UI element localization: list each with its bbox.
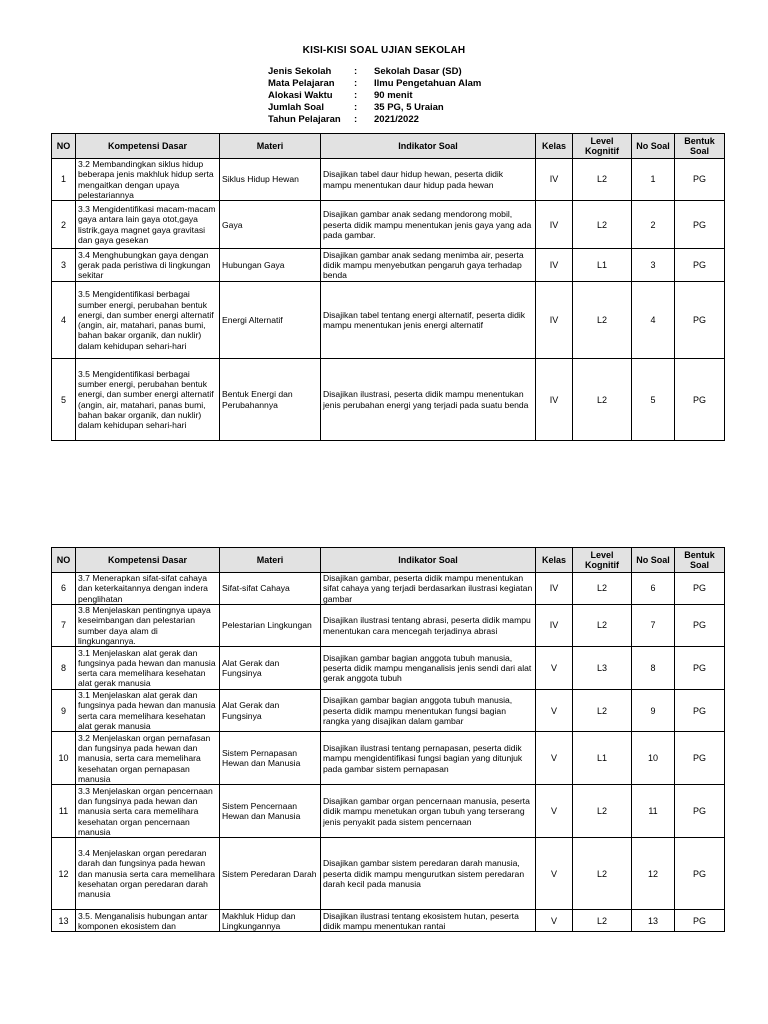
cell-materi: Siklus Hidup Hewan [220, 159, 321, 201]
cell-kompetensi: 3.1 Menjelaskan alat gerak dan fungsinya pada hewan dan manusia serta cara memelihara kesehatan alat gerak manusia [76, 690, 220, 732]
meta-sep: : [354, 114, 358, 125]
cell-no: 5 [52, 359, 76, 441]
kisi-table-1 [51, 133, 725, 441]
meta-row [268, 102, 481, 114]
cell-bentuk: PG [675, 690, 725, 732]
column-header-no-soal: No Soal [632, 134, 675, 159]
cell-level: L2 [573, 910, 632, 932]
meta-value: 90 menit [374, 90, 413, 101]
cell-no: 10 [52, 732, 76, 785]
cell-kelas: IV [536, 282, 573, 359]
cell-level: L2 [573, 785, 632, 838]
cell-level: L2 [573, 573, 632, 605]
cell-level: L2 [573, 282, 632, 359]
document-meta [268, 66, 481, 126]
cell-level: L2 [573, 690, 632, 732]
cell-indikator: Disajikan gambar anak sedang menimba air, peserta didik mampu menyebutkan pengaruh gaya terhadap benda [321, 249, 536, 282]
cell-no-soal: 9 [632, 690, 675, 732]
meta-key: Jumlah Soal [268, 102, 324, 113]
column-header-no: NO [52, 548, 76, 573]
cell-kelas: IV [536, 159, 573, 201]
cell-level: L2 [573, 605, 632, 647]
cell-indikator: Disajikan ilustrasi, peserta didik mampu menentukan jenis perubahan energi yang terjadi pada suatu benda [321, 359, 536, 441]
cell-materi: Pelestarian Lingkungan [220, 605, 321, 647]
cell-indikator: Disajikan ilustrasi tentang abrasi, peserta didik mampu menentukan cara mencegah terjadinya abrasi [321, 605, 536, 647]
meta-value: 35 PG, 5 Uraian [374, 102, 444, 113]
cell-materi: Sistem Pernapasan Hewan dan Manusia [220, 732, 321, 785]
table-row [52, 249, 725, 282]
cell-no: 4 [52, 282, 76, 359]
cell-kelas: V [536, 785, 573, 838]
cell-kelas: V [536, 690, 573, 732]
meta-row [268, 90, 481, 102]
cell-no-soal: 1 [632, 159, 675, 201]
table-row [52, 573, 725, 605]
cell-no-soal: 5 [632, 359, 675, 441]
cell-materi: Sifat-sifat Cahaya [220, 573, 321, 605]
cell-bentuk: PG [675, 282, 725, 359]
cell-kelas: IV [536, 359, 573, 441]
cell-kompetensi: 3.1 Menjelaskan alat gerak dan fungsinya pada hewan dan manusia serta cara memelihara kesehatan alat gerak manusia [76, 647, 220, 690]
cell-no-soal: 10 [632, 732, 675, 785]
cell-level: L2 [573, 359, 632, 441]
cell-kelas: V [536, 838, 573, 910]
cell-kelas: IV [536, 573, 573, 605]
cell-level: L1 [573, 732, 632, 785]
table-row [52, 159, 725, 201]
cell-indikator: Disajikan gambar anak sedang mendorong mobil, peserta didik mampu menentukan jenis gaya yang ada pada gambar. [321, 201, 536, 249]
cell-materi: Alat Gerak dan Fungsinya [220, 647, 321, 690]
cell-no-soal: 8 [632, 647, 675, 690]
cell-bentuk: PG [675, 785, 725, 838]
cell-kompetensi: 3.4 Menjelaskan organ peredaran darah dan fungsinya pada hewan dan manusia serta cara memelihara kesehatan organ peredaran darah manusia [76, 838, 220, 910]
table-row [52, 282, 725, 359]
column-header-kompetensi: Kompetensi Dasar [76, 134, 220, 159]
cell-kompetensi: 3.2 Menjelaskan organ pernafasan dan fungsinya pada hewan dan manusia, serta cara memelihara kesehatan organ pernapasan manusia [76, 732, 220, 785]
cell-indikator: Disajikan tabel tentang energi alternatif, peserta didik mampu menentukan jenis energi alternatif [321, 282, 536, 359]
cell-no: 2 [52, 201, 76, 249]
cell-kompetensi: 3.2 Membandingkan siklus hidup beberapa jenis makhluk hidup serta mengaitkan dengan upaya pelestariannya [76, 159, 220, 201]
cell-bentuk: PG [675, 732, 725, 785]
cell-no: 8 [52, 647, 76, 690]
cell-indikator: Disajikan ilustrasi tentang pernapasan, peserta didik mampu mengidentifikasi fungsi bagian yang ditunjuk pada gambar sistem pernapasan [321, 732, 536, 785]
cell-kelas: V [536, 910, 573, 932]
kisi-table-2 [51, 547, 725, 932]
cell-no: 7 [52, 605, 76, 647]
column-header-bentuk: Bentuk Soal [675, 548, 725, 573]
cell-indikator: Disajikan gambar bagian anggota tubuh manusia, peserta didik mampu menentukan fungsi bagian rangka yang disajikan dalam gambar [321, 690, 536, 732]
cell-materi: Sistem Peredaran Darah [220, 838, 321, 910]
cell-kompetensi: 3.4 Menghubungkan gaya dengan gerak pada peristiwa di lingkungan sekitar [76, 249, 220, 282]
cell-no-soal: 7 [632, 605, 675, 647]
cell-kompetensi: 3.3 Mengidentifikasi macam-macam gaya antara lain gaya otot,gaya listrik,gaya magnet gaya gravitasi dan gaya gesekan [76, 201, 220, 249]
meta-value: Sekolah Dasar (SD) [374, 66, 462, 77]
column-header-indikator: Indikator Soal [321, 548, 536, 573]
cell-no: 13 [52, 910, 76, 932]
cell-bentuk: PG [675, 647, 725, 690]
table-row [52, 605, 725, 647]
cell-indikator: Disajikan gambar organ pencernaan manusia, peserta didik mampu menetukan organ tubuh yang terserang jenis penyakit pada sistem pencernaan [321, 785, 536, 838]
cell-level: L2 [573, 201, 632, 249]
cell-kelas: IV [536, 201, 573, 249]
cell-level: L2 [573, 838, 632, 910]
meta-key: Jenis Sekolah [268, 66, 332, 77]
cell-kompetensi: 3.7 Menerapkan sifat-sifat cahaya dan keterkaitannya dengan indera penglihatan [76, 573, 220, 605]
meta-sep: : [354, 90, 358, 101]
cell-kelas: V [536, 647, 573, 690]
meta-sep: : [354, 102, 358, 113]
cell-materi: Hubungan Gaya [220, 249, 321, 282]
meta-value: 2021/2022 [374, 114, 419, 125]
cell-materi: Makhluk Hidup dan Lingkungannya [220, 910, 321, 932]
table-row [52, 910, 725, 932]
cell-level: L1 [573, 249, 632, 282]
cell-kompetensi: 3.8 Menjelaskan pentingnya upaya keseimbangan dan pelestarian sumber daya alam di lingkungannya. [76, 605, 220, 647]
column-header-kelas: Kelas [536, 548, 573, 573]
cell-materi: Gaya [220, 201, 321, 249]
cell-bentuk: PG [675, 910, 725, 932]
cell-bentuk: PG [675, 359, 725, 441]
cell-level: L3 [573, 647, 632, 690]
cell-no-soal: 2 [632, 201, 675, 249]
meta-sep: : [354, 78, 358, 89]
table-row [52, 785, 725, 838]
cell-kompetensi: 3.5. Menganalisis hubungan antar komponen ekosistem dan [76, 910, 220, 932]
cell-materi: Energi Alternatif [220, 282, 321, 359]
cell-kompetensi: 3.5 Mengidentifikasi berbagai sumber energi, perubahan bentuk energi, dan sumber energi alternatif (angin, air, matahari, panas bumi, bahan bakar organik, dan nuklir) dalam kehidupan sehari-hari [76, 282, 220, 359]
cell-indikator: Disajikan gambar, peserta didik mampu menentukan sifat cahaya yang terjadi berdasarkan ilustrasi kegiatan gambar [321, 573, 536, 605]
document-title: KISI-KISI SOAL UJIAN SEKOLAH [302, 45, 466, 56]
cell-no: 11 [52, 785, 76, 838]
table-row [52, 201, 725, 249]
cell-no-soal: 3 [632, 249, 675, 282]
meta-key: Tahun Pelajaran [268, 114, 341, 125]
cell-bentuk: PG [675, 838, 725, 910]
cell-bentuk: PG [675, 573, 725, 605]
cell-no: 12 [52, 838, 76, 910]
table-row [52, 359, 725, 441]
cell-bentuk: PG [675, 605, 725, 647]
cell-no-soal: 13 [632, 910, 675, 932]
table-row [52, 732, 725, 785]
column-header-bentuk: Bentuk Soal [675, 134, 725, 159]
cell-no-soal: 4 [632, 282, 675, 359]
column-header-kompetensi: Kompetensi Dasar [76, 548, 220, 573]
column-header-kelas: Kelas [536, 134, 573, 159]
cell-no-soal: 6 [632, 573, 675, 605]
table-row [52, 647, 725, 690]
meta-row [268, 78, 481, 90]
meta-value: Ilmu Pengetahuan Alam [374, 78, 482, 89]
meta-row [268, 66, 481, 78]
cell-no: 1 [52, 159, 76, 201]
cell-kompetensi: 3.5 Mengidentifikasi berbagai sumber energi, perubahan bentuk energi, dan sumber energi alternatif (angin, air, matahari, panas bumi, bahan bakar organik, dan nuklir) dalam kehidupan sehari-hari [76, 359, 220, 441]
cell-materi: Alat Gerak dan Fungsinya [220, 690, 321, 732]
cell-indikator: Disajikan gambar sistem peredaran darah manusia, peserta didik mampu mengurutkan sistem peredaran darah kecil pada manusia [321, 838, 536, 910]
cell-no-soal: 12 [632, 838, 675, 910]
cell-materi: Sistem Pencernaan Hewan dan Manusia [220, 785, 321, 838]
cell-no: 6 [52, 573, 76, 605]
column-header-level: Level Kognitif [573, 134, 632, 159]
column-header-materi: Materi [220, 134, 321, 159]
cell-bentuk: PG [675, 249, 725, 282]
cell-kelas: IV [536, 249, 573, 282]
cell-bentuk: PG [675, 201, 725, 249]
table-row [52, 838, 725, 910]
meta-key: Alokasi Waktu [268, 90, 333, 101]
cell-kelas: IV [536, 605, 573, 647]
cell-indikator: Disajikan ilustrasi tentang ekosistem hutan, peserta didik mampu menentukan rantai [321, 910, 536, 932]
cell-no: 3 [52, 249, 76, 282]
column-header-materi: Materi [220, 548, 321, 573]
meta-key: Mata Pelajaran [268, 78, 335, 89]
column-header-indikator: Indikator Soal [321, 134, 536, 159]
table-header-row [52, 134, 725, 159]
meta-sep: : [354, 66, 358, 77]
cell-level: L2 [573, 159, 632, 201]
column-header-no: NO [52, 134, 76, 159]
table-row [52, 690, 725, 732]
cell-indikator: Disajikan tabel daur hidup hewan, peserta didik mampu menentukan daur hidup pada hewan [321, 159, 536, 201]
column-header-level: Level Kognitif [573, 548, 632, 573]
column-header-no-soal: No Soal [632, 548, 675, 573]
cell-materi: Bentuk Energi dan Perubahannya [220, 359, 321, 441]
cell-kompetensi: 3.3 Menjelaskan organ pencernaan dan fungsinya pada hewan dan manusia serta cara memelihara kesehatan organ pencernaan manusia [76, 785, 220, 838]
meta-row [268, 114, 481, 126]
cell-bentuk: PG [675, 159, 725, 201]
cell-kelas: V [536, 732, 573, 785]
cell-indikator: Disajikan gambar bagian anggota tubuh manusia, peserta didik mampu menganalisis jenis sendi dari alat gerak anggota tubuh [321, 647, 536, 690]
table-header-row [52, 548, 725, 573]
cell-no-soal: 11 [632, 785, 675, 838]
cell-no: 9 [52, 690, 76, 732]
